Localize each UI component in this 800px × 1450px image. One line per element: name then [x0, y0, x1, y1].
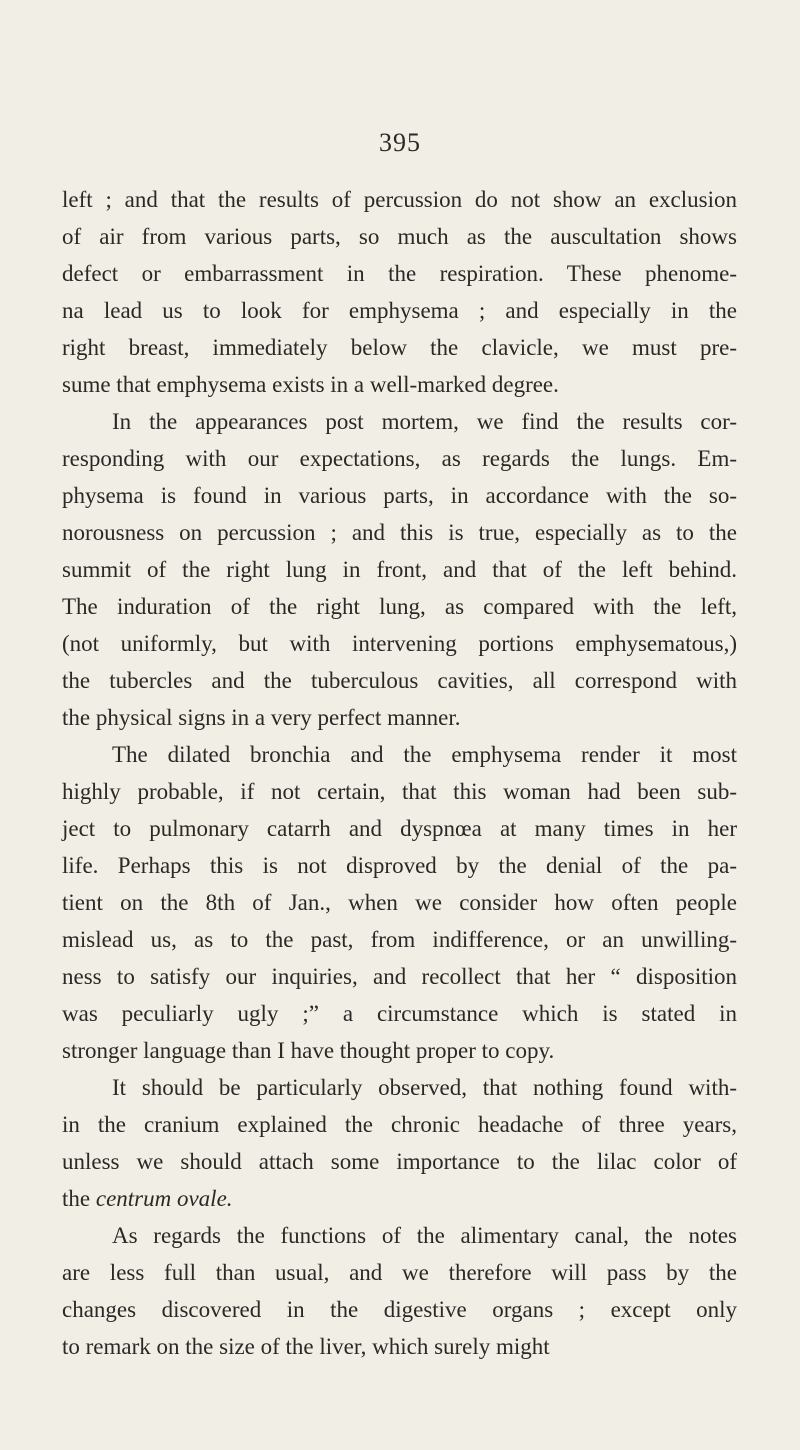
- text-line: summit of the right lung in front, and that of the left behind.: [62, 557, 737, 582]
- text-line: defect or embarrassment in the respiration. These phenome-: [62, 261, 737, 286]
- text-line: tient on the 8th of Jan., when we consider how often people: [62, 890, 737, 915]
- text-line: [62, 1185, 737, 1213]
- paragraph-start-line: The dilated bronchia and the emphysema render it most: [112, 742, 737, 767]
- text-line: na lead us to look for emphysema ; and especially in the: [62, 298, 737, 323]
- text-line: ness to satisfy our inquiries, and recollect that her “ disposition: [62, 964, 737, 989]
- text-line: the physical signs in a very perfect manner.: [62, 705, 461, 730]
- paragraph-start-line: It should be particularly observed, that nothing found with-: [112, 1075, 737, 1100]
- text-line: are less full than usual, and we therefore will pass by the: [62, 1260, 737, 1285]
- text-line: ject to pulmonary catarrh and dyspnœa at many times in her: [62, 816, 737, 841]
- text-line: responding with our expectations, as regards the lungs. Em-: [62, 446, 737, 471]
- paragraph-start-line: As regards the functions of the alimentary canal, the notes: [112, 1223, 737, 1248]
- page-number: 395: [379, 128, 421, 157]
- text-line: The induration of the right lung, as compared with the left,: [62, 594, 737, 619]
- text-line: left ; and that the results of percussion do not show an exclusion: [62, 187, 737, 212]
- text-line: sume that emphysema exists in a well-marked degree.: [62, 372, 559, 397]
- text-line: unless we should attach some importance to the lilac color of: [62, 1149, 737, 1174]
- text-line: in the cranium explained the chronic headache of three years,: [62, 1112, 737, 1137]
- text-line: life. Perhaps this is not disproved by the denial of the pa-: [62, 853, 737, 878]
- text-line: right breast, immediately below the clavicle, we must pre-: [62, 335, 737, 360]
- text-line: physema is found in various parts, in accordance with the so-: [62, 483, 737, 508]
- text-line: was peculiarly ugly ;” a circumstance which is stated in: [62, 1001, 737, 1026]
- text-line: (not uniformly, but with intervening portions emphysematous,): [62, 631, 737, 656]
- text-line: mislead us, as to the past, from indifference, or an unwilling-: [62, 927, 737, 952]
- text-line: of air from various parts, so much as the auscultation shows: [62, 224, 737, 249]
- text-line: changes discovered in the digestive organs ; except only: [62, 1297, 737, 1322]
- text-line: norousness on percussion ; and this is true, especially as to the: [62, 520, 737, 545]
- paragraph-start-line: In the appearances post mortem, we find the results cor-: [112, 409, 737, 434]
- italic-term: centrum ovale.: [95, 1186, 233, 1211]
- text-line: the tubercles and the tuberculous cavities, all correspond with: [62, 668, 737, 693]
- text-line: stronger language than I have thought proper to copy.: [62, 1038, 555, 1063]
- text-line: highly probable, if not certain, that this woman had been sub-: [62, 779, 737, 804]
- text-line: to remark on the size of the liver, which surely might: [62, 1334, 550, 1359]
- text-span: the: [62, 1186, 96, 1211]
